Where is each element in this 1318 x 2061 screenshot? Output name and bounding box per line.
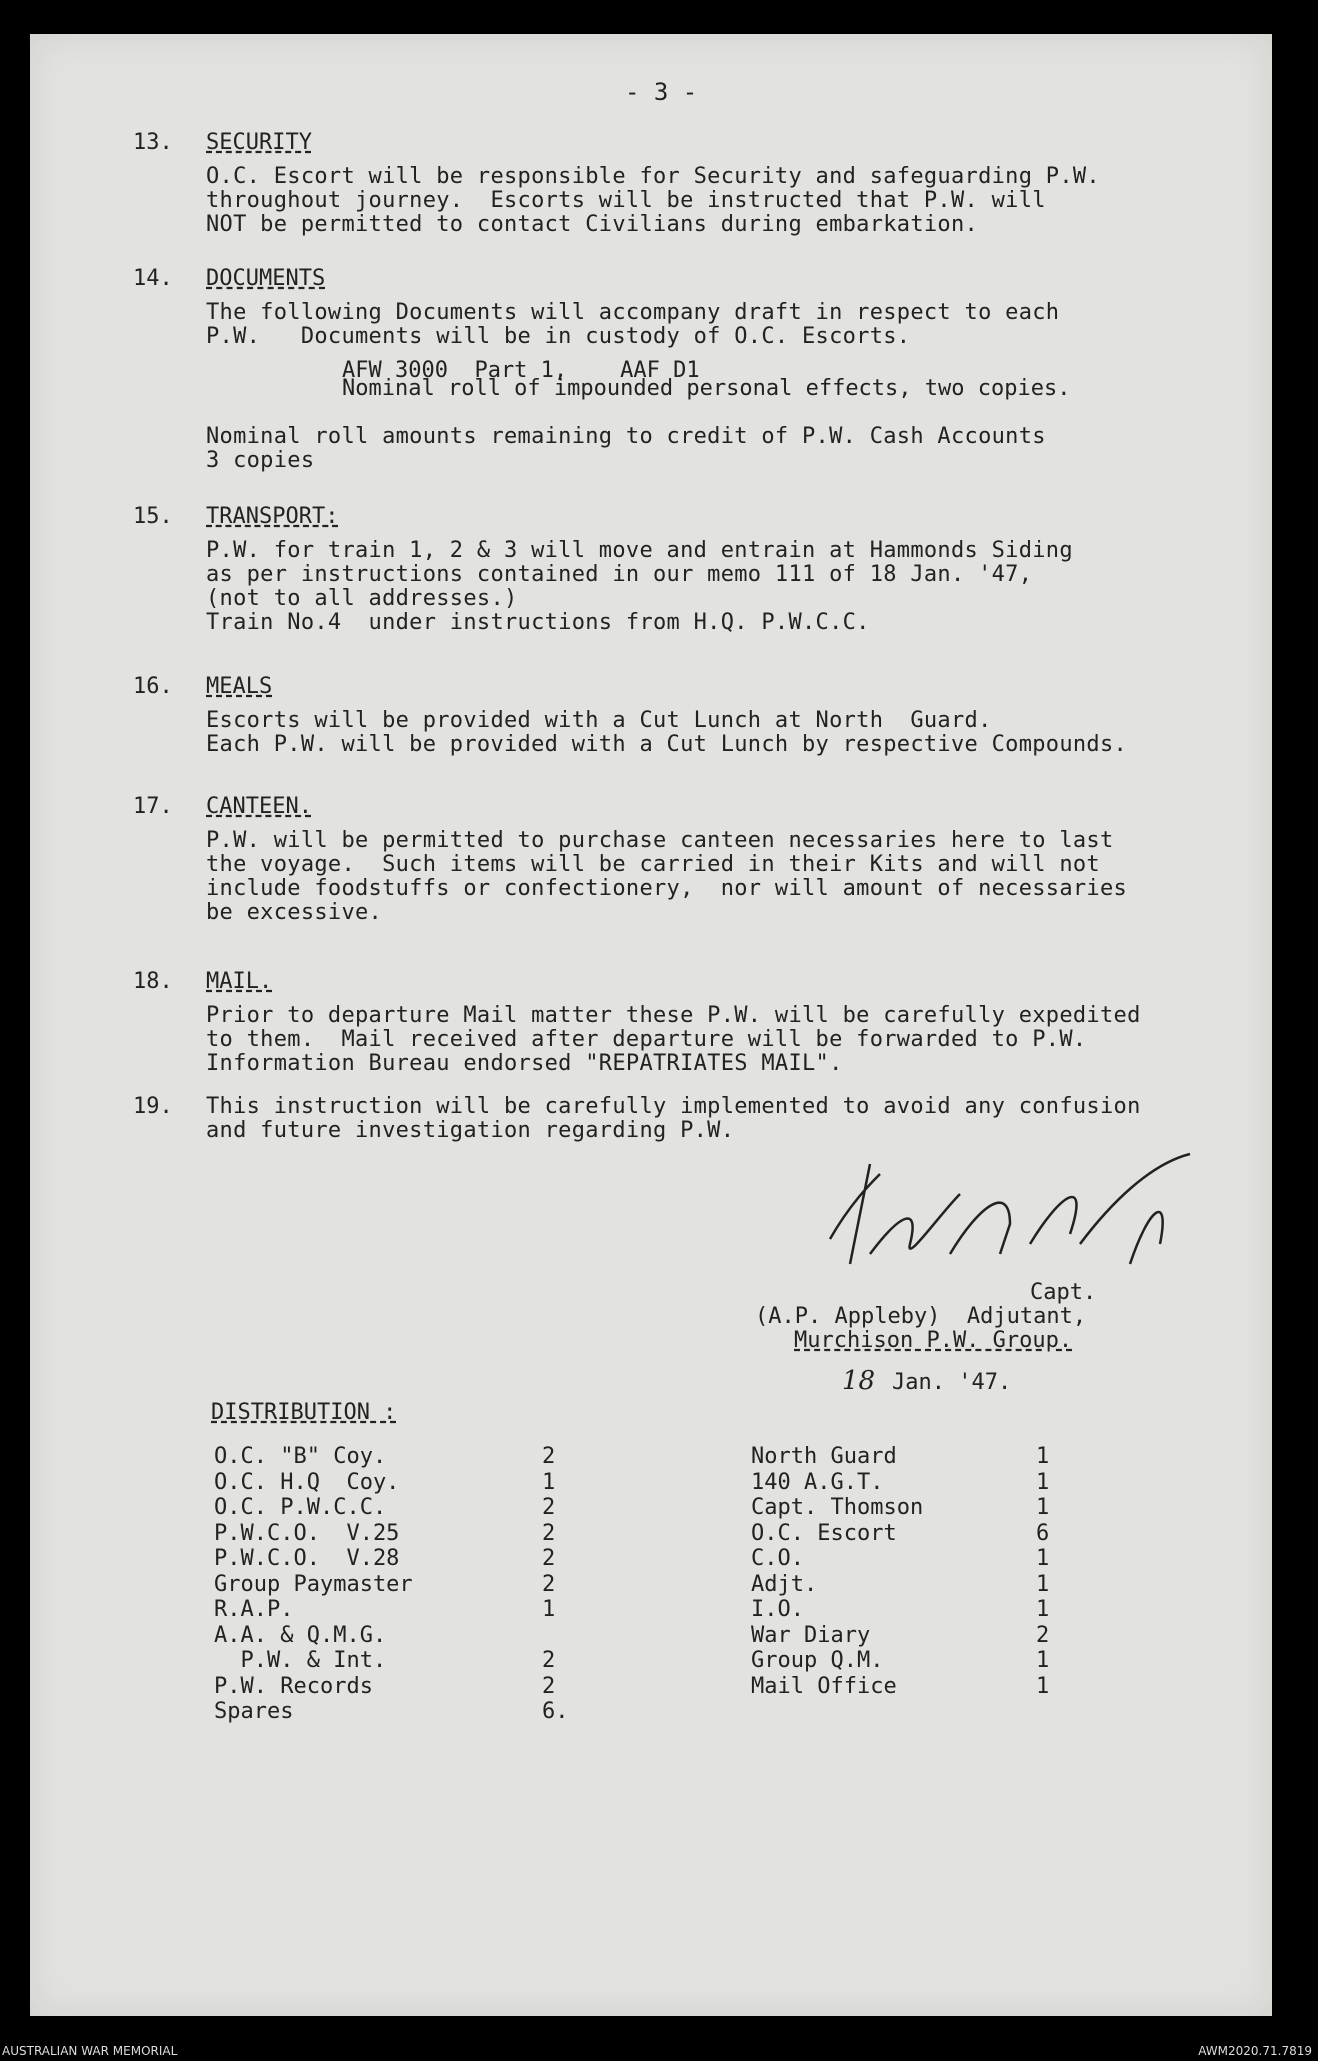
distribution-quantity: 2 [542, 1546, 556, 1571]
distribution-quantity: 2 [542, 1495, 556, 1520]
distribution-quantity: 1 [1036, 1673, 1050, 1699]
section-line: 3 copies [206, 448, 315, 473]
distribution-quantity: 1 [1036, 1444, 1050, 1469]
section-number: 13. [133, 130, 173, 155]
section-line: and future investigation regarding P.W. [206, 1118, 735, 1143]
distribution-quantity: 1 [1036, 1597, 1050, 1622]
date-day-handwritten: 18 [842, 1366, 876, 1396]
section-heading: TRANSPORT: [206, 504, 339, 529]
section-number: 18. [133, 969, 173, 994]
distribution-recipient: O.C. Escort [751, 1520, 897, 1546]
distribution-recipient: O.C. "B" Coy. [214, 1444, 387, 1469]
section-heading: CANTEEN. [206, 794, 312, 819]
distribution-recipient: 140 A.G.T. [751, 1469, 884, 1495]
distribution-quantity: 1 [1036, 1648, 1050, 1673]
distribution-recipient: Adjt. [751, 1571, 818, 1597]
section-line: This instruction will be carefully implemented to avoid any confusion [206, 1094, 1141, 1119]
section-line: to them. Mail received after departure will be forwarded to P.W. [206, 1027, 1087, 1052]
indented-line: Nominal roll of impounded personal effects, two copies. [342, 376, 1071, 401]
section-line: O.C. Escort will be responsible for Security and safeguarding P.W. [206, 164, 1100, 189]
distribution-quantity: 1 [1036, 1571, 1050, 1597]
distribution-recipient: P.W.C.O. V.28 [214, 1546, 400, 1571]
distribution-quantity: 1 [1036, 1546, 1050, 1571]
distribution-quantity: 2 [542, 1520, 556, 1546]
distribution-recipient: North Guard [751, 1444, 897, 1469]
section-number: 15. [133, 504, 173, 529]
distribution-quantity: 1 [1036, 1469, 1050, 1495]
distribution-quantity: 2 [1036, 1622, 1050, 1648]
distribution-quantity: 2 [542, 1571, 556, 1597]
section-line: Escorts will be provided with a Cut Lunch at North Guard. [206, 708, 992, 733]
distribution-recipient: Spares [214, 1699, 294, 1724]
section-line: as per instructions contained in our memo 111 of 18 Jan. '47, [206, 562, 1033, 587]
section-heading: SECURITY [206, 130, 312, 155]
distribution-quantity: 2 [542, 1648, 556, 1673]
distribution-quantity: 1 [542, 1469, 556, 1495]
section-line: Train No.4 under instructions from H.Q. P.W.C.C. [206, 610, 870, 635]
distribution-recipient: R.A.P. [214, 1597, 294, 1622]
section-line: the voyage. Such items will be carried in their Kits and will not [206, 852, 1100, 877]
distribution-recipient: Capt. Thomson [751, 1495, 924, 1520]
signature-name: (A.P. Appleby) Adjutant, [755, 1304, 1087, 1329]
distribution-quantity: 6. [542, 1699, 569, 1724]
section-line: throughout journey. Escorts will be instructed that P.W. will [206, 188, 1046, 213]
section-line: The following Documents will accompany draft in respect to each [206, 300, 1060, 325]
section-line: Information Bureau endorsed "REPATRIATES MAIL". [206, 1051, 843, 1076]
distribution-quantity: 2 [542, 1444, 556, 1469]
section-number: 16. [133, 674, 173, 699]
distribution-quantity: 6 [1036, 1520, 1050, 1546]
indented-line: AFW 3000 Part 1, AAF D1 [342, 358, 700, 383]
distribution-recipient: I.O. [751, 1597, 804, 1622]
distribution-recipient: War Diary [751, 1622, 871, 1648]
section-line: include foodstuffs or confectionery, nor will amount of necessaries [206, 876, 1128, 901]
distribution-recipient: P.W. Records [214, 1673, 373, 1699]
section-line: Nominal roll amounts remaining to credit of P.W. Cash Accounts [206, 424, 1046, 449]
distribution-quantity: 1 [1036, 1495, 1050, 1520]
distribution-recipient: Group Q.M. [751, 1648, 884, 1673]
distribution-recipient: P.W.C.O. V.25 [214, 1520, 400, 1546]
section-number: 19. [133, 1094, 173, 1119]
handwritten-signature [810, 1144, 1210, 1294]
distribution-quantity: 2 [542, 1673, 556, 1699]
section-line: be excessive. [206, 900, 383, 925]
signature-group: Murchison P.W. Group. [794, 1328, 1073, 1353]
section-line: P.W. for train 1, 2 & 3 will move and entrain at Hammonds Siding [206, 538, 1073, 563]
page-number: - 3 - [625, 78, 698, 106]
footer-right-id: AWM2020.71.7819 [1198, 2044, 1312, 2058]
section-line: Each P.W. will be provided with a Cut Lunch by respective Compounds. [206, 732, 1128, 757]
section-line: (not to all addresses.) [206, 586, 518, 611]
section-line: P.W. Documents will be in custody of O.C. Escorts. [206, 324, 911, 349]
distribution-recipient: A.A. & Q.M.G. [214, 1622, 387, 1648]
document-page [30, 34, 1272, 2016]
distribution-recipient: C.O. [751, 1546, 804, 1571]
distribution-quantity: 1 [542, 1597, 556, 1622]
signature-rank: Capt. [1030, 1280, 1097, 1305]
section-line: NOT be permitted to contact Civilians during embarkation. [206, 212, 979, 237]
distribution-recipient: O.C. P.W.C.C. [214, 1495, 387, 1520]
signature-date: Jan. '47. [892, 1370, 1012, 1395]
section-line: P.W. will be permitted to purchase canteen necessaries here to last [206, 828, 1114, 853]
section-heading: MEALS [206, 674, 273, 699]
section-line: Prior to departure Mail matter these P.W. will be carefully expedited [206, 1003, 1141, 1028]
section-heading: DOCUMENTS [206, 266, 326, 291]
distribution-recipient: Mail Office [751, 1673, 897, 1699]
section-number: 17. [133, 794, 173, 819]
section-number: 14. [133, 266, 173, 291]
section-heading: MAIL. [206, 969, 273, 994]
distribution-recipient: O.C. H.Q Coy. [214, 1469, 400, 1495]
distribution-recipient: P.W. & Int. [214, 1648, 387, 1673]
distribution-recipient: Group Paymaster [214, 1571, 413, 1597]
distribution-heading: DISTRIBUTION : [211, 1400, 397, 1425]
footer-left-credit: AUSTRALIAN WAR MEMORIAL [2, 2044, 178, 2058]
